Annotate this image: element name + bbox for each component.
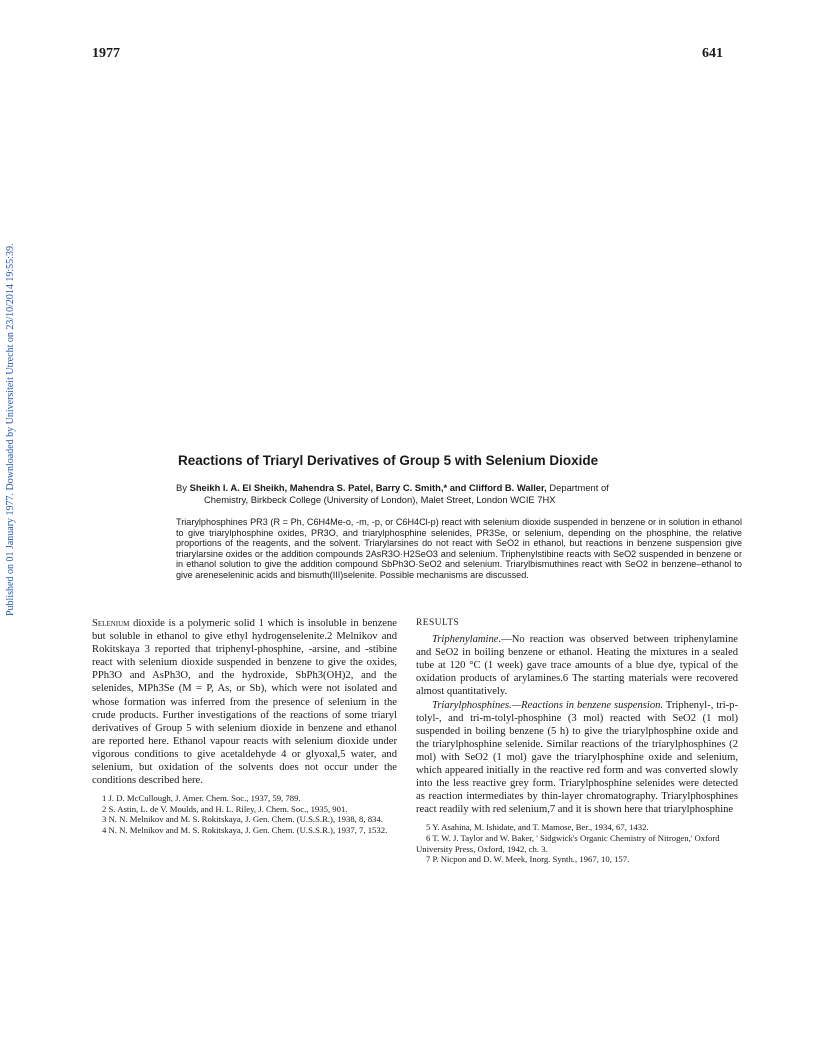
affiliation-line-2: Chemistry, Birkbeck College (University of London), Malet Street, London WCIE 7HX — [204, 494, 556, 505]
intro-text: dioxide is a polymeric solid 1 which is insoluble in benzene but soluble in ethanol to give ethyl hydrogenselenite.2 Melnikov and Rokitskaya 3 reported that triphenyl-phosphine, -arsine, and -stibine react with selenium dioxide suspended in benzene to give the oxides, PPh3O and AsPh3O, and the hydroxide, SbPh3(OH)2, and the selenides, MPh3Se (M = P, As, or Sb), which were not isolated and whose formation was inferred from the presence of selenium in the crude products. Further investigations of the reactions of some triaryl derivatives of Group 5 with selenium dioxide in benzene and ethanol are reported here. Ethanol vapour reacts with selenium dioxide under vigorous conditions to give acetaldehyde 4 or glyoxal,5 water, and selenium, but oxidation of the solvents does not occur under the conditions described here. — [92, 618, 397, 787]
intro-paragraph — [92, 617, 397, 787]
abstract: Triarylphosphines PR3 (R = Ph, C6H4Me-o, -m, -p, or C6H4Cl-p) react with selenium dioxide suspended in benzene or in solution in ethanol to give triarylphosphine oxides, PR3O, and triarylphosphine selenides, PR3Se, or selenium, depending on the phosphine, the relative proportions of the reagents, and the solvent. Triarylarsines do not react with SeO2 in ethanol, but reactions in benzene suspension give triarylarsine oxides or the addition compounds 2AsR3O·H2SeO3 and selenium. Triphenylstibine reacts with SeO2 suspended in benzene or in ethanol solution to give the addition compound SbPh3O·SeO2 and selenium. Triarylbismuthines react with SeO2 in benzene–ethanol to give areneseleninic acids and bismuth(III)selenite. Possible mechanisms are discussed. — [176, 517, 742, 580]
author-names: Sheikh I. A. El Sheikh, Mahendra S. Patel, Barry C. Smith,* and Clifford B. Waller, — [189, 482, 547, 493]
section-heading: RESULTS — [416, 618, 460, 628]
footnote-7: 7 P. Nicpon and D. W. Meek, Inorg. Synth., 1967, 10, 157. — [426, 854, 630, 865]
triarylphosphines-text: Triphenyl-, tri-p-tolyl-, and tri-m-tolyl-phosphine (3 mol) reacted with SeO2 (1 mol) suspended in boiling benzene (5 h) to give the triarylphosphine oxide and the triarylphosphine selenide. Similar reactions of the triarylphosphines (2 mol) with SeO2 (1 mol) gave the triarylphosphine oxide and selenium, which appeared initially in the reactive red form and was converted slowly into the less reactive grey form. Triarylphosphine selenides were detected as reaction intermediates by thin-layer chromatography. Triarylphosphines react readily with red selenium,7 and it is shown here that triarylphosphine — [416, 699, 739, 816]
year-header: 1977 — [92, 46, 120, 61]
page-number: 641 — [702, 46, 723, 61]
author-block — [176, 482, 741, 506]
intro-smallcaps: Selenium — [92, 618, 130, 629]
footnote-2: 2 S. Astin, L. de V. Moulds, and H. L. Riley, J. Chem. Soc., 1935, 901. — [102, 803, 348, 814]
footnote-5: 5 Y. Asahina, M. Ishidate, and T. Mamose, Ber., 1934, 67, 1432. — [426, 822, 649, 833]
article-title: Reactions of Triaryl Derivatives of Group 5 with Selenium Dioxide — [178, 453, 599, 468]
footnotes-right — [416, 822, 738, 864]
footnote-1: 1 J. D. McCullough, J. Amer. Chem. Soc., 1937, 59, 789. — [102, 793, 301, 804]
footnote-4: 4 N. N. Melnikov and M. S. Rokitskaya, J. Gen. Chem. (U.S.S.R.), 1937, 7, 1532. — [102, 825, 388, 835]
download-watermark[interactable]: Published on 01 January 1977. Downloaded by Universiteit Utrecht on 23/10/2014 19:55:39. — [5, 243, 16, 617]
triarylphosphines-lead: Triarylphosphines.—Reactions in benzene suspension. — [432, 699, 664, 711]
footnote-3: 3 N. N. Melnikov and M. S. Rokitskaya, J. Gen. Chem. (U.S.S.R.), 1938, 8, 834. — [102, 814, 383, 825]
right-column — [416, 617, 738, 865]
paragraph-triarylphosphines — [416, 699, 738, 817]
affiliation-line-1: Department of — [549, 482, 609, 493]
paragraph-triphenylamine — [416, 633, 738, 698]
footnotes-left — [92, 793, 397, 835]
by-label: By — [176, 482, 187, 493]
footnote-6: 6 T. W. J. Taylor and W. Baker, ' Sidgwick's Organic Chemistry of Nitrogen,' Oxford University Press, Oxford, 1942, ch. 3. — [416, 833, 720, 854]
triphenylamine-lead: Triphenylamine. — [432, 634, 502, 646]
left-column — [92, 617, 397, 836]
triphenylamine-text: —No reaction was observed between triphenylamine and SeO2 in boiling benzene or ethanol. Heating the mixtures in a sealed tube at 120 °C (1 week) gave trace amounts of a blue dye, typical of the oxidation products of arylamines.6 The starting materials were recovered almost quantitatively. — [416, 634, 738, 698]
